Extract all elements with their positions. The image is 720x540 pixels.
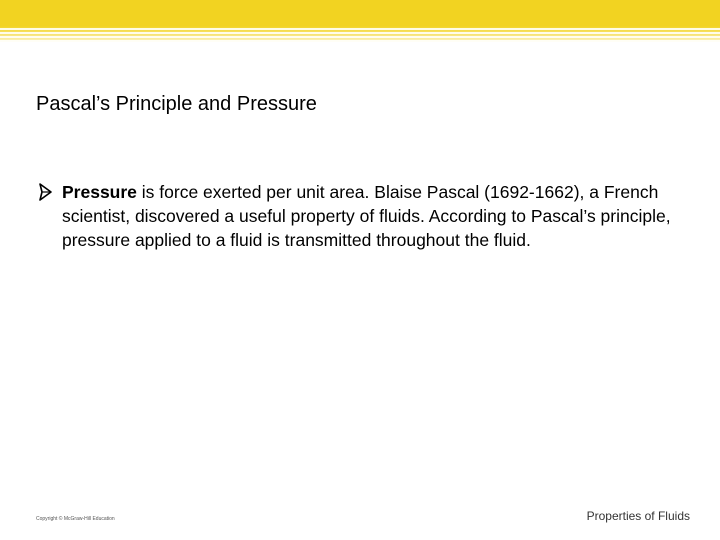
bullet-item [62,180,700,252]
slide-title: Pascal’s Principle and Pressure [36,93,317,115]
bullet-term: Pressure [62,182,137,202]
footer-section-label: Properties of Fluids [586,509,690,523]
copyright-notice: Copyright © McGraw-Hill Education [36,516,115,522]
header-band [0,0,720,44]
bullet-body: is force exerted per unit area. Blaise Pascal (1692-1662), a French scientist, discovered a useful property of fluids. According to Pascal’s principle, pressure applied to a fluid is transmitted throughout the fluid. [62,182,671,250]
header-band-solid [0,0,720,26]
header-band-stripes [0,26,720,42]
arrow-bullet-icon [36,182,56,202]
bullet-list [36,180,700,252]
